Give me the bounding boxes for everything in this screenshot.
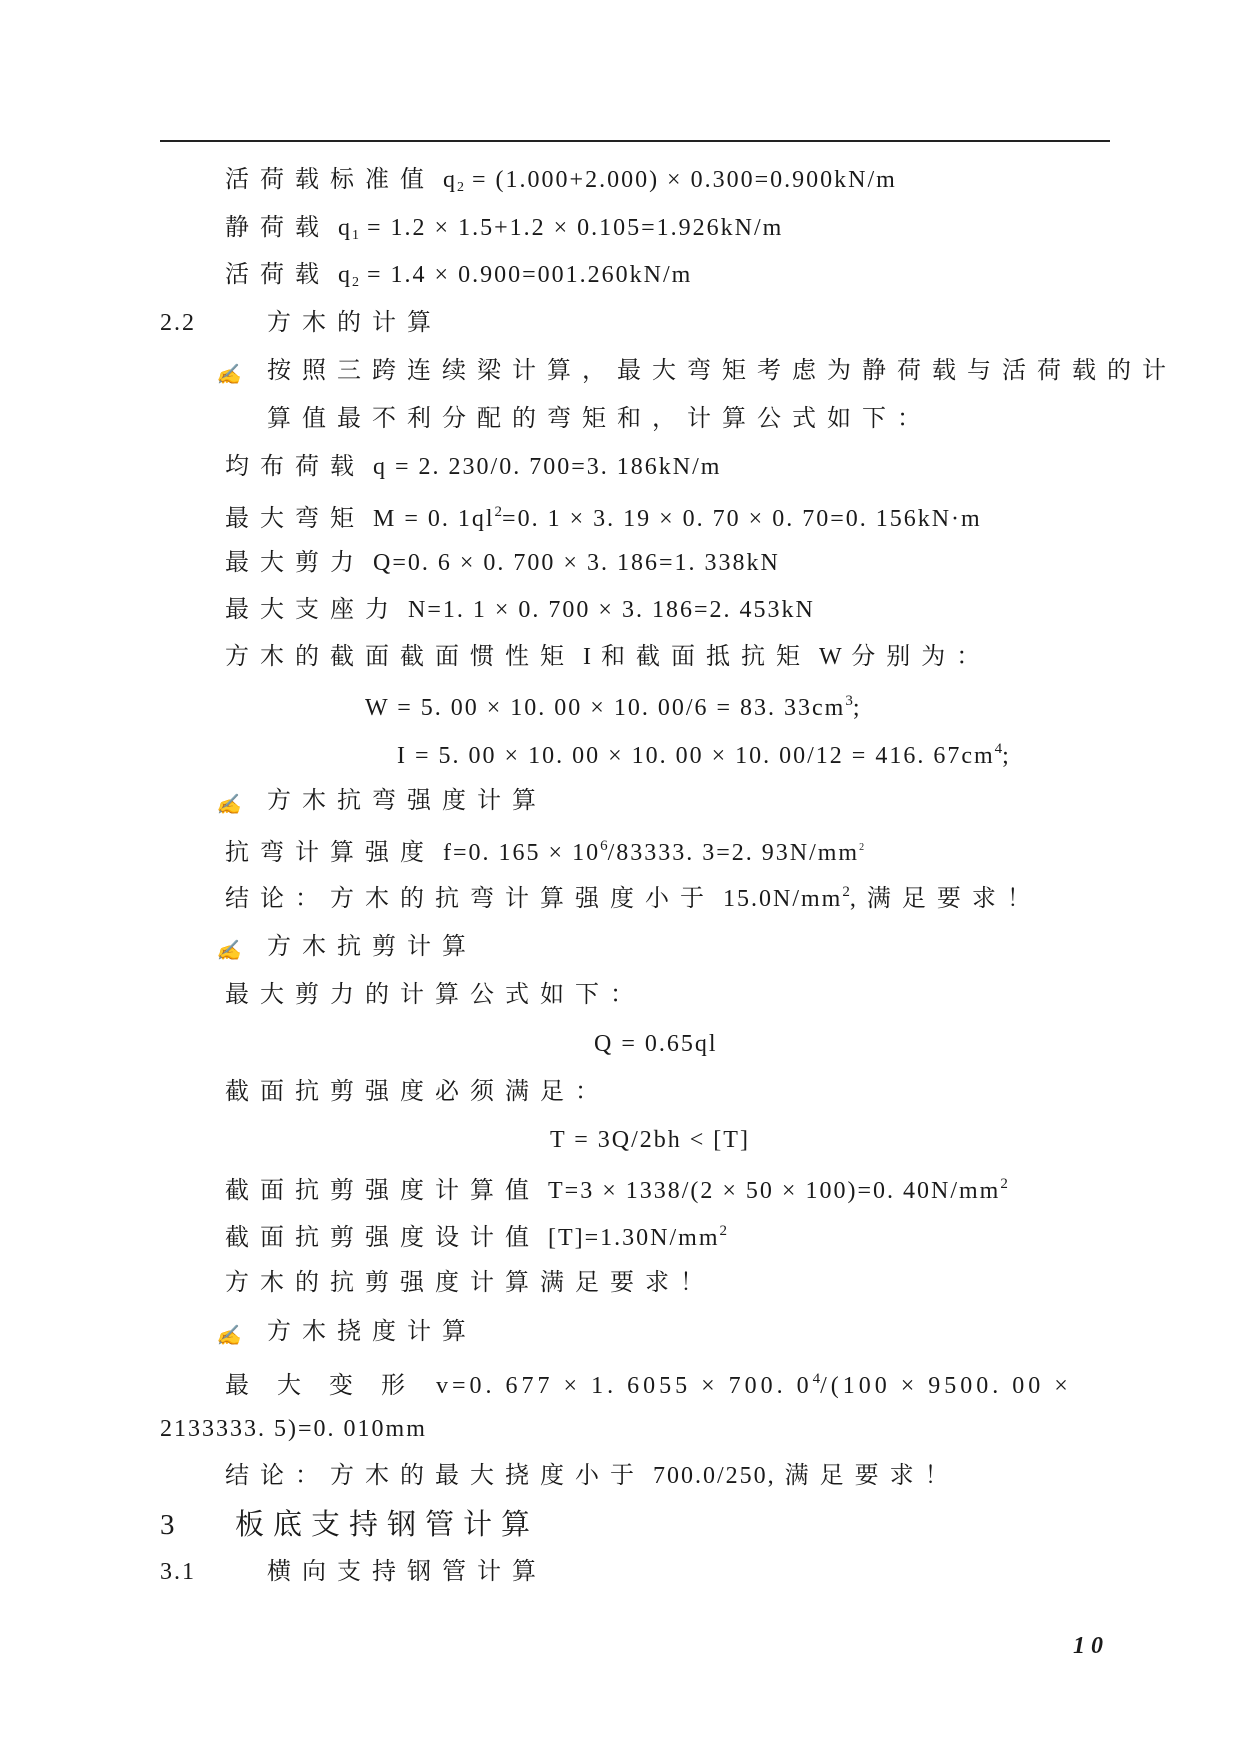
pencil-icon: ✍ — [216, 364, 241, 386]
pencil-icon: ✍ — [216, 1325, 241, 1347]
max-deformation-line2: 2133333. 5)=0. 010mm — [160, 1416, 427, 1442]
live-load-standard: 活荷载标准值 $q_2 = (1.000+2.000) \times 0.300=0.900kN/m$ — [225, 167, 897, 195]
deflection-title: 方木挠度计算 — [267, 1319, 477, 1345]
max-moment: 最大弯矩 M = 0. $1ql^2=0$. 1 × 3. 19 × 0. 70 × 0. 70=0. 156kN·m — [225, 504, 982, 532]
bullet-text-line1: 按照三跨连续梁计算，最大弯矩考虑为静荷载与活荷载的计 — [267, 358, 1177, 384]
shear-calc-value: 截面抗剪强度计算值 T=3 × 1338/(2 × 50 × 100)=0. $40N/mm^2$ — [225, 1176, 1008, 1204]
bending-strength-title: 方木抗弯强度计算 — [267, 788, 547, 814]
pencil-icon: ✍ — [216, 794, 241, 816]
max-deformation-line1: 最 大 变 形 v=0. 677 × 1. 6055 × 700. $0^4/(100 \times 9500$. 00 × — [225, 1371, 1072, 1399]
deflection-conclusion: 结论：方木的最大挠度小于 700.0/250,满足要求！ — [225, 1463, 960, 1489]
max-support-force: 最大支座力 N=1. 1 × 0. 700 × 3. 186=2. 453kN — [225, 597, 815, 623]
bending-strength-calc: 抗弯计算强度 f=0. $165 \times 10^6/83333$. 3=2. $93N/mm^2$ — [225, 838, 865, 866]
page-number: 10 — [1073, 1633, 1109, 1659]
shear-formula: Q = 0.65ql — [594, 1031, 718, 1057]
section-3-1-title: 横向支持钢管计算 — [267, 1559, 547, 1585]
uniform-load: 均布荷载 q = 2. 230/0. 700=3. 186kN/m — [225, 454, 722, 480]
shear-conclusion: 方木的抗剪强度计算满足要求！ — [225, 1270, 715, 1296]
pencil-icon: ✍ — [216, 940, 241, 962]
section-3-title: 板底支持钢管计算 — [235, 1509, 540, 1541]
section-3-number: 3 — [160, 1509, 184, 1541]
section-modulus: W = 5. 00 × 10. 00 × 10. 00/6 = 83. $33cm^3$; — [365, 693, 862, 721]
shear-formula-intro: 最大剪力的计算公式如下： — [225, 982, 645, 1008]
shear-title: 方木抗剪计算 — [267, 934, 477, 960]
shear-condition-formula: T = 3Q/2bh < [T] — [550, 1127, 750, 1153]
bending-conclusion: 结论：方木的抗弯计算强度小于 $15.0N/mm^2$,满足要求！ — [225, 884, 1042, 912]
section-properties-intro: 方木的截面截面惯性矩 I 和截面抵抗矩 W 分别为： — [225, 644, 992, 670]
bullet-text-line2: 算值最不利分配的弯矩和，计算公式如下： — [267, 406, 932, 432]
section-2-2-title: 方木的计算 — [267, 310, 442, 336]
moment-of-inertia: I = 5. 00 × 10. 00 × 10. 00 × 10. 00/12 = 416. $67cm^4$; — [397, 741, 1011, 769]
shear-condition-intro: 截面抗剪强度必须满足： — [225, 1079, 610, 1105]
dead-load: 静荷载 $q_1 = 1.2 \times 1.5+1.2 \times 0.105=1.926kN/m$ — [225, 215, 784, 243]
live-load: 活荷载 $q_2 = 1.4 \times 0.900=001.260kN/m$ — [225, 262, 693, 290]
section-2-2-number: 2.2 — [160, 310, 196, 336]
shear-design-value: 截面抗剪强度设计值 $[T]=1.30N/mm^2$ — [225, 1223, 728, 1251]
header-rule — [160, 140, 1110, 142]
max-shear: 最大剪力 Q=0. 6 × 0. 700 × 3. 186=1. 338kN — [225, 550, 780, 576]
section-3-1-number: 3.1 — [160, 1559, 196, 1585]
